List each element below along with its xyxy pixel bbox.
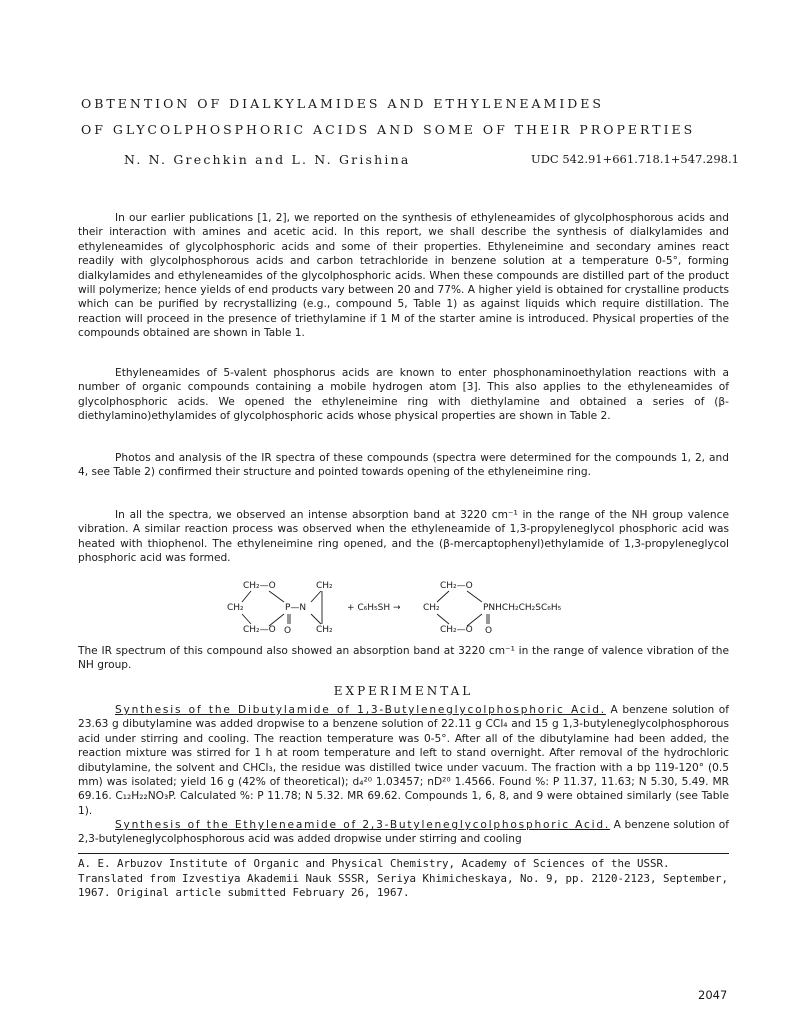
title-line-2: OF GLYCOLPHOSPHORIC ACIDS AND SOME OF THEIR PROPERTIES <box>81 122 696 137</box>
scheme-o-right: O <box>485 626 493 636</box>
paragraph-5-text: The IR spectrum of this compound also showed an absorption band at 3220 cm⁻¹ in the range of valence vibration of the NH group. <box>78 645 729 672</box>
footnote: A. E. Arbuzov Institute of Organic and Physical Chemistry, Academy of Sciences of the USSR. Translated from Izvestiya Akademii Nauk SSSR, Seriya Khimicheskaya, No. 9, pp. 2120-2123, September, 1967. Original article submitted February 26, 1967. <box>78 857 729 900</box>
paragraph-2 <box>78 366 729 424</box>
synthesis-2-text: A benzene solution of 2,3-butyleneglycolphosphorous acid was added dropwise under stirring and cooling <box>78 819 729 846</box>
reaction-scheme <box>227 578 607 644</box>
scheme-ch2-top-mid: CH₂ <box>316 581 333 591</box>
paragraph-4 <box>78 508 729 566</box>
synthesis-1-title: Synthesis of the Dibutylamide of 1,3-Butyleneglycolphosphoric Acid. <box>115 704 606 716</box>
paragraph-2-text: Ethyleneamides of 5-valent phosphorus acids are known to enter phosphonaminoethylation reactions with a number of organic compounds containing a mobile hydrogen atom [3]. This also applies to the ethyleneamides of glycolphosphoric acids. We opened the ethyleneimine ring with diethylamine and obtained a series of (β-diethylamino)ethylamides of glycolphosphoric acids whose physical properties are shown in Table 2. <box>78 367 729 423</box>
synthesis-2-title: Synthesis of the Ethyleneamide of 2,3-Butyleneglycolphosphoric Acid. <box>115 819 611 831</box>
experimental-heading: EXPERIMENTAL <box>333 684 474 698</box>
authors: N. N. Grechkin and L. N. Grishina <box>124 152 411 167</box>
scheme-reagent: + C₆H₅SH → <box>347 603 401 613</box>
scheme-ch2o-bottom-left: CH₂—O <box>243 625 276 635</box>
paragraph-1-text: In our earlier publications [1, 2], we reported on the synthesis of ethyleneamides of glycolphosphorous acids and their interaction with amines and acetic acid. In this report, we shall describe the synthesis of dialkylamides and ethyleneamides of glycolphosphoric acids and some of their properties. Ethyleneimine and secondary amines react readily with glycolphosphorous acids and carbon tetrachloride in benzene solution at a temperature 0-5°, forming dialkylamides and ethyleneamides of the glycolphosphoric acids. When these compounds are distilled part of the product will polymerize; hence yields of end products vary between 20 and 77%. A higher yield is obtained for crystalline products which can be purified by recrystallizing (e.g., compound 5, Table 1) as against liquids which require distillation. The reaction will proceed in the presence of triethylamine if 1 M of the starter amine is introduced. Physical properties of the compounds obtained are shown in Table 1. <box>78 212 729 340</box>
scheme-ch2o-bottom-right: CH₂—O <box>440 625 473 635</box>
scheme-ch2-right: CH₂ <box>423 603 440 613</box>
paragraph-3 <box>78 451 729 480</box>
scheme-ch2-left: CH₂ <box>227 603 244 613</box>
scheme-o-left: O <box>284 626 292 636</box>
paragraph-5 <box>78 644 729 673</box>
scheme-product-group: PNHCH₂CH₂SC₆H₅ <box>483 603 562 613</box>
scheme-ch2-bottom-mid: CH₂ <box>316 625 333 635</box>
synthesis-2 <box>78 818 729 847</box>
footnote-divider <box>78 853 729 854</box>
scheme-ch2o-top-right: CH₂—O <box>440 581 473 591</box>
paragraph-1 <box>78 211 729 341</box>
paragraph-4-text: In all the spectra, we observed an intense absorption band at 3220 cm⁻¹ in the range of the NH group valence vibration. A similar reaction process was observed when the ethyleneamide of 1,3-propyleneglycol phosphoric acid was heated with thiophenol. The ethyleneimine ring opened, and the (β-mercaptophenyl)ethylamide of 1,3-propyleneglycol phosphoric acid was formed. <box>78 509 729 565</box>
page-number: 2047 <box>698 988 728 1002</box>
paragraph-3-text: Photos and analysis of the IR spectra of these compounds (spectra were determined for the compounds 1, 2, and 4, see Table 2) confirmed their structure and pointed towards opening of the ethyleneimine ring. <box>78 452 729 479</box>
scheme-ch2o-top-left: CH₂—O <box>243 581 276 591</box>
scheme-p-n: P—N <box>285 603 307 613</box>
synthesis-1 <box>78 703 729 818</box>
udc-code: UDC 542.91+661.718.1+547.298.1 <box>531 152 739 166</box>
synthesis-1-text: A benzene solution of 23.63 g dibutylamine was added dropwise to a benzene solution of 22.11 g CCl₄ and 15 g 1,3-butyleneglycolphosphorous acid under stirring and cooling. The reaction temperature was 0-5°. After all of the dibutylamine had been added, the reaction mixture was stirred for 1 h at room temperature and left to stand overnight. After removal of the hydrochloric dibutylamine, the solvent and CHCl₃, the residue was distilled twice under vacuum. The fraction with a bp 119-120° (0.5 mm) was isolated; yield 16 g (42% of theoretical); d₄²⁰ 1.03457; nD²⁰ 1.4566. Found %: P 11.37, 11.63; N 5.30, 5.49. MR 69.16. C₁₂H₂₂NO₃P. Calculated %: P 11.78; N 5.32. MR 69.62. Compounds 1, 6, 8, and 9 were obtained similarly (see Table 1). <box>78 704 730 817</box>
title-line-1: OBTENTION OF DIALKYLAMIDES AND ETHYLENEAMIDES <box>81 96 604 111</box>
